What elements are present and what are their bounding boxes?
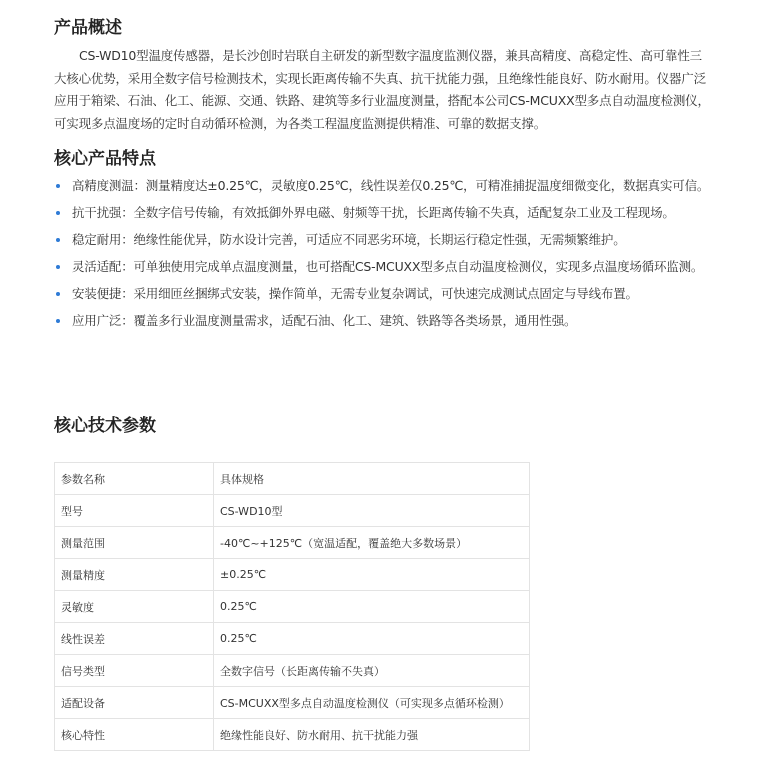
- param-value: 全数字信号（长距离传输不失真）: [214, 655, 530, 687]
- param-value: 0.25℃: [214, 623, 530, 655]
- params-heading: 核心技术参数: [54, 416, 156, 436]
- bullet-icon: [56, 319, 60, 323]
- table-row: [55, 527, 530, 559]
- table-row: [55, 687, 530, 719]
- table-row: [55, 623, 530, 655]
- param-value: CS-MCUXX型多点自动温度检测仪（可实现多点循环检测）: [214, 687, 530, 719]
- feature-item: [54, 256, 714, 278]
- feature-text: 灵活适配：可单独使用完成单点温度测量，也可搭配CS-MCUXX型多点自动温度检测仪，实现多点温度场循环监测。: [72, 259, 704, 274]
- feature-text: 高精度测温：测量精度达±0.25℃，灵敏度0.25℃，线性误差仅0.25℃，可精准捕捉温度细微变化，数据真实可信。: [72, 178, 710, 193]
- bullet-icon: [56, 238, 60, 242]
- param-name: 测量范围: [55, 527, 214, 559]
- feature-text: 稳定耐用：绝缘性能优异，防水设计完善，可适应不同恶劣环境，长期运行稳定性强，无需频繁维护。: [72, 232, 626, 247]
- feature-item: [54, 310, 714, 332]
- params-table: [54, 462, 530, 751]
- param-name: 型号: [55, 495, 214, 527]
- feature-text: 安装便捷：采用细匝丝捆绑式安装，操作简单，无需专业复杂调试，可快速完成测试点固定与导线布置。: [72, 286, 638, 301]
- feature-item: [54, 202, 714, 224]
- table-row: [55, 495, 530, 527]
- feature-item: [54, 175, 714, 197]
- param-value: CS-WD10型: [214, 495, 530, 527]
- param-name: 测量精度: [55, 559, 214, 591]
- param-value: ±0.25℃: [214, 559, 530, 591]
- features-list: [54, 175, 714, 337]
- param-name: 灵敏度: [55, 591, 214, 623]
- param-name: 核心特性: [55, 719, 214, 751]
- bullet-icon: [56, 292, 60, 296]
- table-row: [55, 591, 530, 623]
- param-value: 绝缘性能良好、防水耐用、抗干扰能力强: [214, 719, 530, 751]
- param-value: 0.25℃: [214, 591, 530, 623]
- param-name: 信号类型: [55, 655, 214, 687]
- bullet-icon: [56, 184, 60, 188]
- header-cell: 参数名称: [55, 463, 214, 495]
- param-value: -40℃~+125℃（宽温适配，覆盖绝大多数场景）: [214, 527, 530, 559]
- param-name: 线性误差: [55, 623, 214, 655]
- feature-text: 应用广泛：覆盖多行业温度测量需求，适配石油、化工、建筑、铁路等各类场景，通用性强。: [72, 313, 577, 328]
- overview-paragraph: CS-WD10型温度传感器，是长沙创时岩联自主研发的新型数字温度监测仪器，兼具高精度、高稳定性、高可靠性三大核心优势，采用全数字信号检测技术，实现长距离传输不失真、抗干扰能力强，且绝缘性能良好、防水耐用。仪器广泛应用于箱梁、石油、化工、能源、交通、铁路、建筑等多行业温度测量，搭配本公司CS-MCUXX型多点自动温度检测仪，可实现多点温度场的定时自动循环检测，为各类工程温度监测提供精准、可靠的数据支撑。: [54, 48, 710, 131]
- table-row: [55, 655, 530, 687]
- bullet-icon: [56, 265, 60, 269]
- param-name: 适配设备: [55, 687, 214, 719]
- table-row: [55, 719, 530, 751]
- table-header-row: [55, 463, 530, 495]
- table-row: [55, 559, 530, 591]
- bullet-icon: [56, 211, 60, 215]
- feature-item: [54, 229, 714, 251]
- overview-heading: 产品概述: [54, 18, 122, 38]
- feature-item: [54, 283, 714, 305]
- feature-text: 抗干扰强：全数字信号传输，有效抵御外界电磁、射频等干扰，长距离传输不失真，适配复杂工业及工程现场。: [72, 205, 675, 220]
- features-heading: 核心产品特点: [54, 149, 156, 169]
- header-cell: 具体规格: [214, 463, 530, 495]
